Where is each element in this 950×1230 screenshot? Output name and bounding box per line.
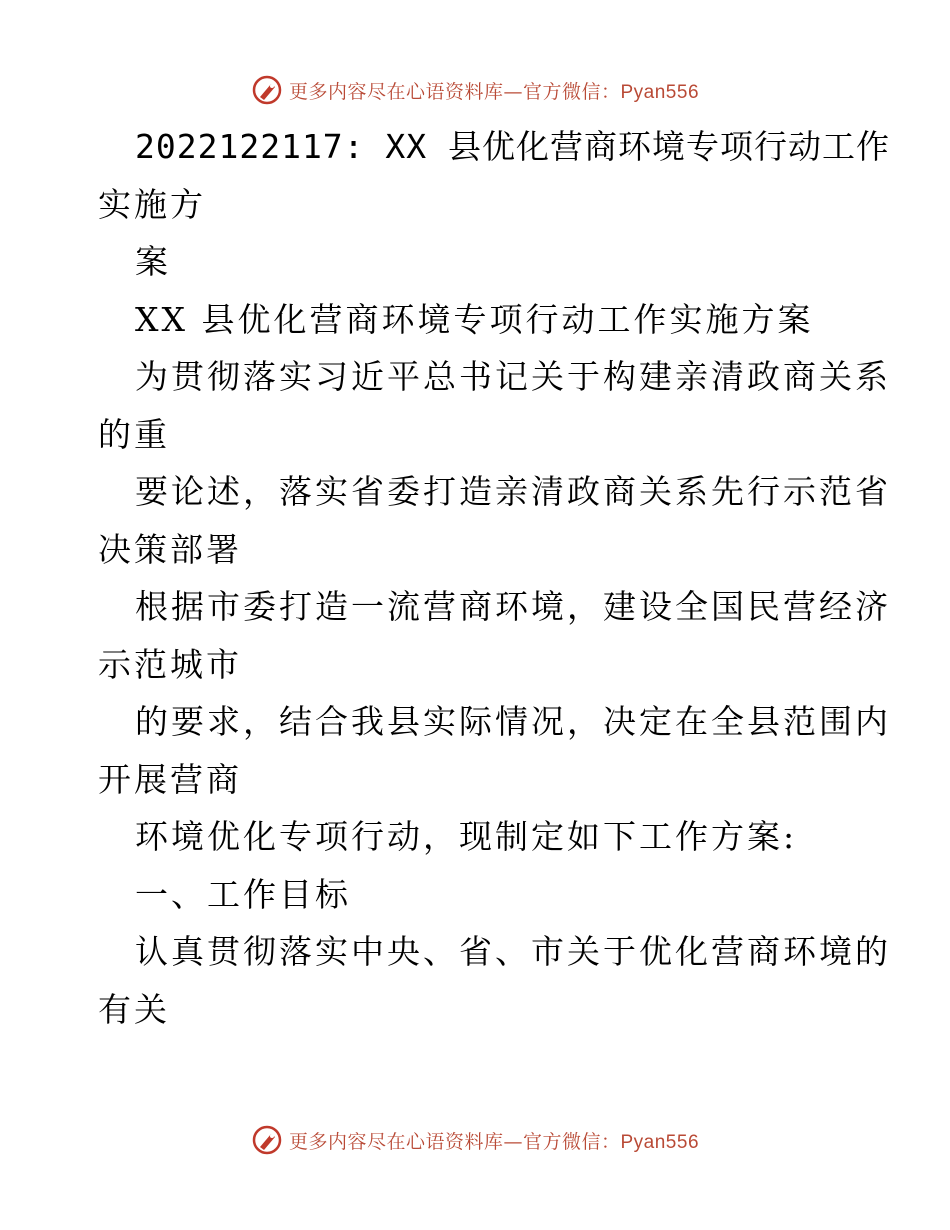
footer-banner-wechat-id: Pyan556: [620, 1131, 700, 1153]
paragraph-line: 要论述，落实省委打造亲清政商关系先行示范省: [135, 472, 891, 511]
paragraph-line: 为贯彻落实习近平总书记关于构建亲清政商关系: [135, 357, 891, 396]
paragraph-line: 的重: [98, 414, 170, 454]
footer-banner-text: [289, 1127, 699, 1154]
document-title: XX 县优化营商环境专项行动工作实施方案: [135, 299, 814, 339]
header-banner: [0, 70, 950, 110]
paragraph-line: 认真贯彻落实中央、省、市关于优化营商环境的: [135, 932, 891, 971]
paragraph-line: 示范城市: [98, 644, 242, 684]
document-heading-line-3: 案: [135, 242, 171, 281]
paragraph-line: 开展营商: [98, 759, 242, 799]
paragraph-line: 根据市委打造一流营商环境，建设全国民营经济: [135, 587, 891, 626]
header-banner-cn: 更多内容尽在心语资料库—官方微信：: [288, 80, 621, 103]
pen-nib-logo-icon: [251, 74, 283, 106]
paragraph-line: 的要求，结合我县实际情况，决定在全县范围内: [135, 702, 891, 741]
footer-banner: [0, 1120, 950, 1160]
document-heading-line-2: 实施方: [98, 184, 206, 224]
header-banner-text: [289, 77, 699, 104]
document-body: [98, 118, 891, 1038]
document-heading-line-1: 2022122117: XX 县优化营商环境专项行动工作: [135, 127, 891, 166]
paragraph-line: 环境优化专项行动，现制定如下工作方案:: [135, 817, 798, 856]
footer-banner-cn: 更多内容尽在心语资料库—官方微信：: [288, 1130, 621, 1153]
pen-nib-logo-icon: [251, 1124, 283, 1156]
section-heading: 一、工作目标: [135, 874, 351, 914]
header-banner-wechat-id: Pyan556: [620, 81, 700, 103]
paragraph-line: 决策部署: [98, 529, 242, 569]
paragraph-line: 有关: [98, 989, 170, 1029]
